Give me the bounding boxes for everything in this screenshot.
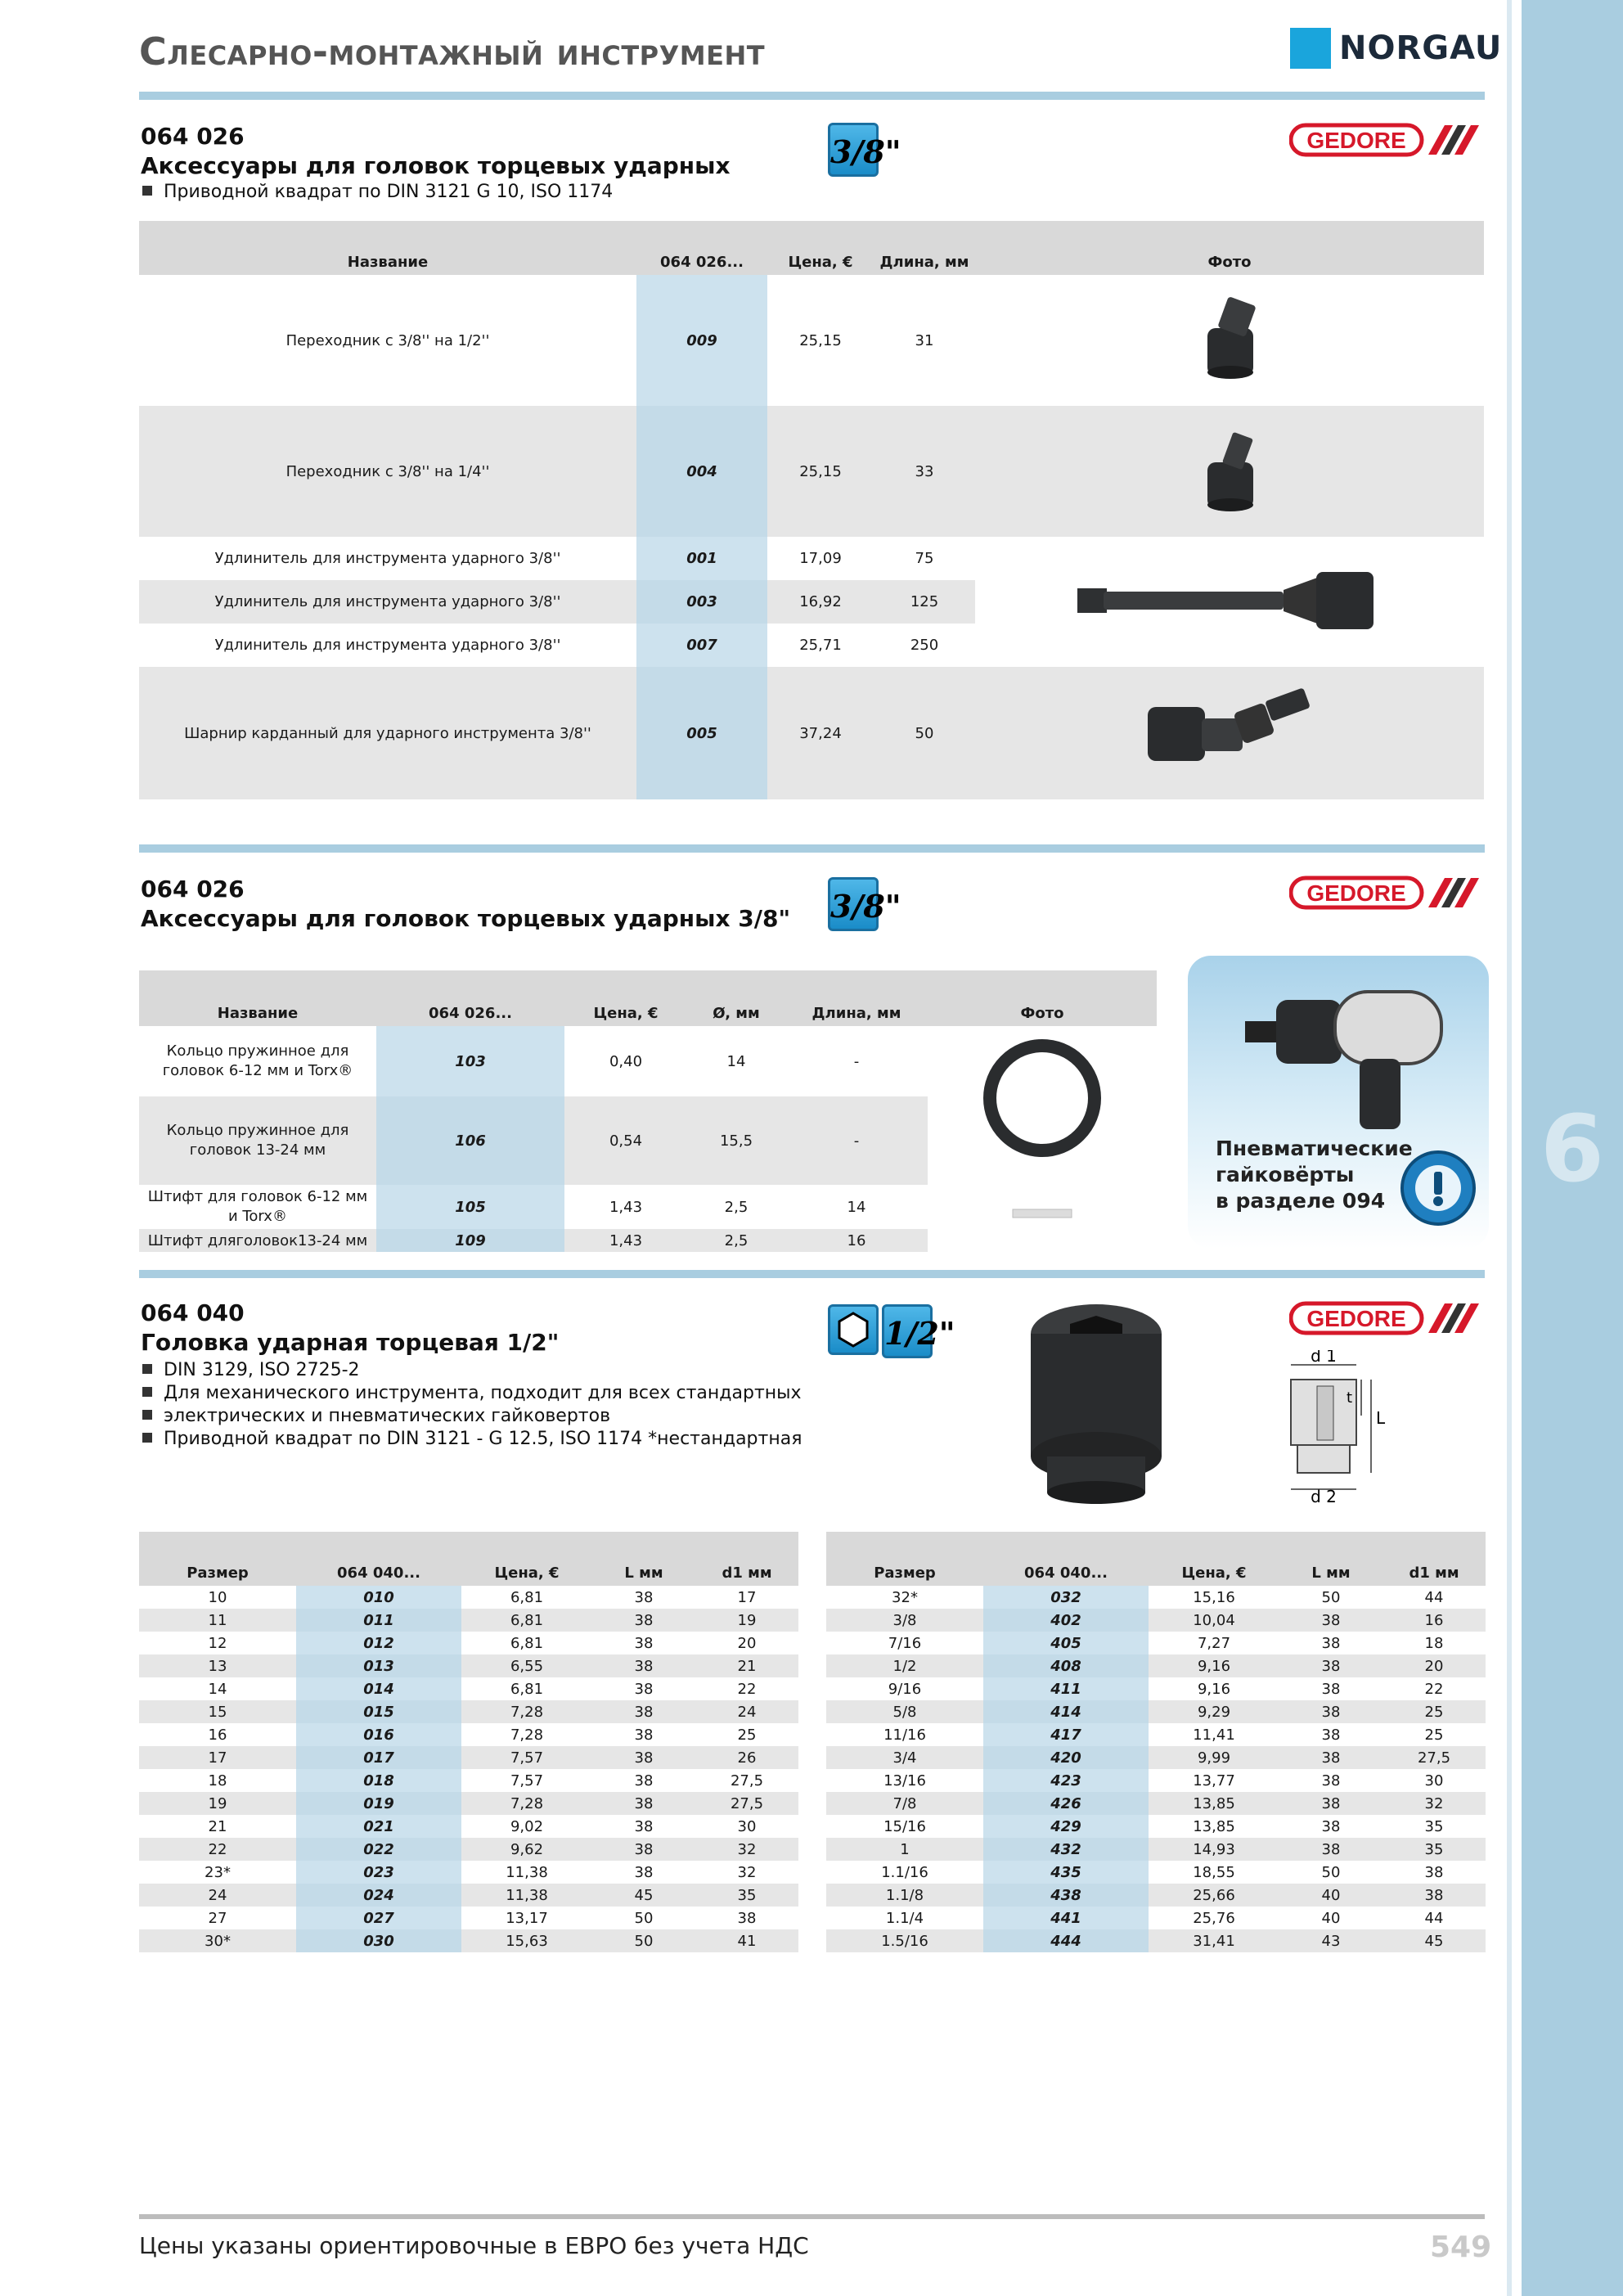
col-name: Название	[139, 970, 376, 1026]
table-row: 14 014 6,81 38 22	[139, 1677, 798, 1700]
section-code: 064 026	[141, 876, 245, 903]
col-price: Цена, €	[564, 970, 687, 1026]
gedore-logo	[1289, 1301, 1484, 1335]
socket-dimension-diagram	[1268, 1350, 1415, 1510]
drive-size-badge: 1/2"	[882, 1304, 933, 1358]
col-length: Длина, мм	[785, 970, 928, 1026]
col-photo: Фото	[928, 970, 1157, 1026]
table-row: 9/16 411 9,16 38 22	[826, 1677, 1486, 1700]
table-row: 10 010 6,81 38 17	[139, 1586, 798, 1609]
page-title: Слесарно-монтажный инструмент	[139, 29, 766, 74]
section-bullet: Приводной квадрат по DIN 3121 - G 12.5, ISO 1174 *нестандартная	[142, 1429, 802, 1449]
table-row: Удлинитель для инструмента ударного 3/8'' 001 17,09 75	[139, 537, 1484, 580]
section-title: Аксессуары для головок торцевых ударных 3/8"	[141, 905, 791, 932]
table-row: 11 011 6,81 38 19	[139, 1609, 798, 1632]
gedore-logo	[1289, 876, 1484, 910]
table-row: 1/2 408 9,16 38 20	[826, 1654, 1486, 1677]
col-art: 064 026...	[636, 221, 767, 275]
table-row: 22 022 9,62 38 32	[139, 1838, 798, 1861]
table-row: 15 015 7,28 38 24	[139, 1700, 798, 1723]
svg-text:d 2: d 2	[1311, 1487, 1337, 1506]
table-row: 30* 030 15,63 50 41	[139, 1929, 798, 1952]
table-row: 15/16 429 13,85 38 35	[826, 1815, 1486, 1838]
hex-badge-icon	[828, 1304, 879, 1355]
table-row: 19 019 7,28 38 27,5	[139, 1792, 798, 1815]
table-row: 1.1/4 441 25,76 40 44	[826, 1907, 1486, 1929]
table-row: Переходник с 3/8'' на 1/4'' 004 25,15 33	[139, 406, 1484, 537]
footer-rule	[139, 2214, 1485, 2219]
table-row: 23* 023 11,38 38 32	[139, 1861, 798, 1884]
socket-table-left: Размер 064 040... Цена, € L мм d1 мм 10 010 6,81 38 17 11 011 6,81 38 19 12 012 6,81 38 20 13 013 6,55 38 21 14 014 6,81 38 22 15 015 7,28 38 24 16 016 7,28 38 25 17 017 7,57 38 26 18 018 7,57 38 27,5 19 019 7,28 38 27,5 21 021 9,02 38 30 22 022 9,62 38 32 23* 023 11,38 38 32 24 024 11,38 45 35 27 027 13,17 50 38 30* 030 15,63 50 41	[139, 1532, 798, 1952]
chapter-number: 6	[1540, 1096, 1604, 1203]
brand-logo: NORGAU	[1339, 29, 1503, 67]
table-row: 24 024 11,38 45 35	[139, 1884, 798, 1907]
table-row: 7/16 405 7,27 38 18	[826, 1632, 1486, 1654]
col-diameter: Ø, мм	[687, 970, 785, 1026]
ring-pin-image	[960, 1026, 1124, 1231]
gedore-logo-text: GEDORE	[1306, 1306, 1406, 1331]
accessories-table	[139, 221, 1484, 799]
table-row: 16 016 7,28 38 25	[139, 1723, 798, 1746]
table-row: 13 013 6,55 38 21	[139, 1654, 798, 1677]
svg-text:t: t	[1347, 1389, 1353, 1407]
section-rule	[139, 844, 1485, 853]
table-row: 21 021 9,02 38 30	[139, 1815, 798, 1838]
sidebar-divider	[1507, 0, 1512, 2296]
photo-ring-pin	[928, 1026, 1157, 1252]
table-row: 5/8 414 9,29 38 25	[826, 1700, 1486, 1723]
rings-pins-table	[139, 970, 1157, 1252]
brand-logo-square	[1290, 28, 1331, 69]
socket-table-right: Размер 064 040... Цена, € L мм d1 мм 32* 032 15,16 50 44 3/8 402 10,04 38 16 7/16 405 7,27 38 18 1/2 408 9,16 38 20 9/16 411 9,16 38 22 5/8 414 9,29 38 25 11/16 417 11,41 38 25 3/4 420 9,99 38 27,5 13/16 423 13,77 38 30 7/8 426 13,85 38 32 15/16 429 13,85 38 35 1 432 14,93 38 35 1.1/16 435 18,55 50 38 1.1/8 438 25,66 40 38 1.1/4 441 25,76 40 44 1.5/16 444 31,41 43 45	[826, 1532, 1486, 1952]
table-row: 13/16 423 13,77 38 30	[826, 1769, 1486, 1792]
promo-text: Пневматические гайковёрты в разделе 094	[1216, 1137, 1413, 1213]
col-photo: Фото	[975, 221, 1484, 275]
extension-bar-image	[1074, 559, 1385, 641]
table-row: Переходник с 3/8'' на 1/2'' 009 25,15 31	[139, 275, 1484, 406]
table-row: 3/4 420 9,99 38 27,5	[826, 1746, 1486, 1769]
table-row: 11/16 417 11,41 38 25	[826, 1723, 1486, 1746]
table-row: 1.1/8 438 25,66 40 38	[826, 1884, 1486, 1907]
drive-size-badge: 3/8"	[828, 877, 879, 931]
gedore-logo	[1289, 123, 1484, 157]
gedore-logo-text: GEDORE	[1306, 880, 1406, 906]
photo-universal-joint	[975, 667, 1484, 799]
table-row: 1 432 14,93 38 35	[826, 1838, 1486, 1861]
section-title: Головка ударная торцевая 1/2"	[141, 1329, 560, 1356]
table-row: 1.1/16 435 18,55 50 38	[826, 1861, 1486, 1884]
section-bullet: электрических и пневматических гайковертов	[142, 1406, 610, 1426]
section-title: Аксессуары для головок торцевых ударных	[141, 152, 731, 179]
table-row: 32* 032 15,16 50 44	[826, 1586, 1486, 1609]
table-row: 12 012 6,81 38 20	[139, 1632, 798, 1654]
universal-joint-image	[1140, 682, 1320, 781]
photo-adapter-2	[975, 406, 1484, 537]
header-rule	[139, 92, 1485, 100]
photo-extension	[975, 537, 1484, 667]
gedore-logo-text: GEDORE	[1306, 128, 1406, 153]
section-bullet: DIN 3129, ISO 2725-2	[142, 1360, 360, 1380]
table-row: Удлинитель для инструмента ударного 3/8'' 003 16,92 125	[139, 580, 1484, 624]
adapter-image	[1176, 416, 1283, 523]
table-row: Кольцо пружинное для головок 6-12 мм и Torx® 103 0,40 14 -	[139, 1026, 1157, 1096]
table-row: 27 027 13,17 50 38	[139, 1907, 798, 1929]
table-row: 18 018 7,57 38 27,5	[139, 1769, 798, 1792]
drive-size-badge: 3/8"	[828, 123, 879, 177]
section-code: 064 040	[141, 1299, 245, 1326]
impact-wrench-image	[1237, 967, 1474, 1131]
table-row: Штифт дляголовок13-24 мм 109 1,43 2,5 16	[139, 1229, 1157, 1252]
photo-adapter	[975, 275, 1484, 406]
table-row: 1.5/16 444 31,41 43 45	[826, 1929, 1486, 1952]
section-code: 064 026	[141, 123, 245, 150]
table-row: Кольцо пружинное для головок 13-24 мм 106 0,54 15,5 -	[139, 1096, 1157, 1185]
page-number: 549	[1430, 2231, 1492, 2264]
impact-socket-image	[1023, 1301, 1170, 1506]
svg-text:d 1: d 1	[1311, 1350, 1337, 1366]
footer-note: Цены указаны ориентировочные в ЕВРО без учета НДС	[139, 2232, 809, 2259]
table-row: 17 017 7,57 38 26	[139, 1746, 798, 1769]
table-row: 7/8 426 13,85 38 32	[826, 1792, 1486, 1815]
table-row: 3/8 402 10,04 38 16	[826, 1609, 1486, 1632]
col-price: Цена, €	[767, 221, 874, 275]
section-bullet: Приводной квадрат по DIN 3121 G 10, ISO 1174	[142, 182, 613, 202]
col-art: 064 026...	[376, 970, 564, 1026]
col-name: Название	[139, 221, 636, 275]
table-row: Шарнир карданный для ударного инструмента 3/8'' 005 37,24 50	[139, 667, 1484, 799]
table-row: Штифт для головок 6-12 мм и Torx® 105 1,43 2,5 14	[139, 1185, 1157, 1229]
section-rule	[139, 1270, 1485, 1278]
col-length: Длина, мм	[874, 221, 975, 275]
section-bullet: Для механического инструмента, подходит для всех стандартных	[142, 1383, 802, 1403]
adapter-image	[1176, 286, 1283, 392]
table-row: Удлинитель для инструмента ударного 3/8'' 007 25,71 250	[139, 624, 1484, 667]
svg-text:L: L	[1376, 1408, 1386, 1428]
